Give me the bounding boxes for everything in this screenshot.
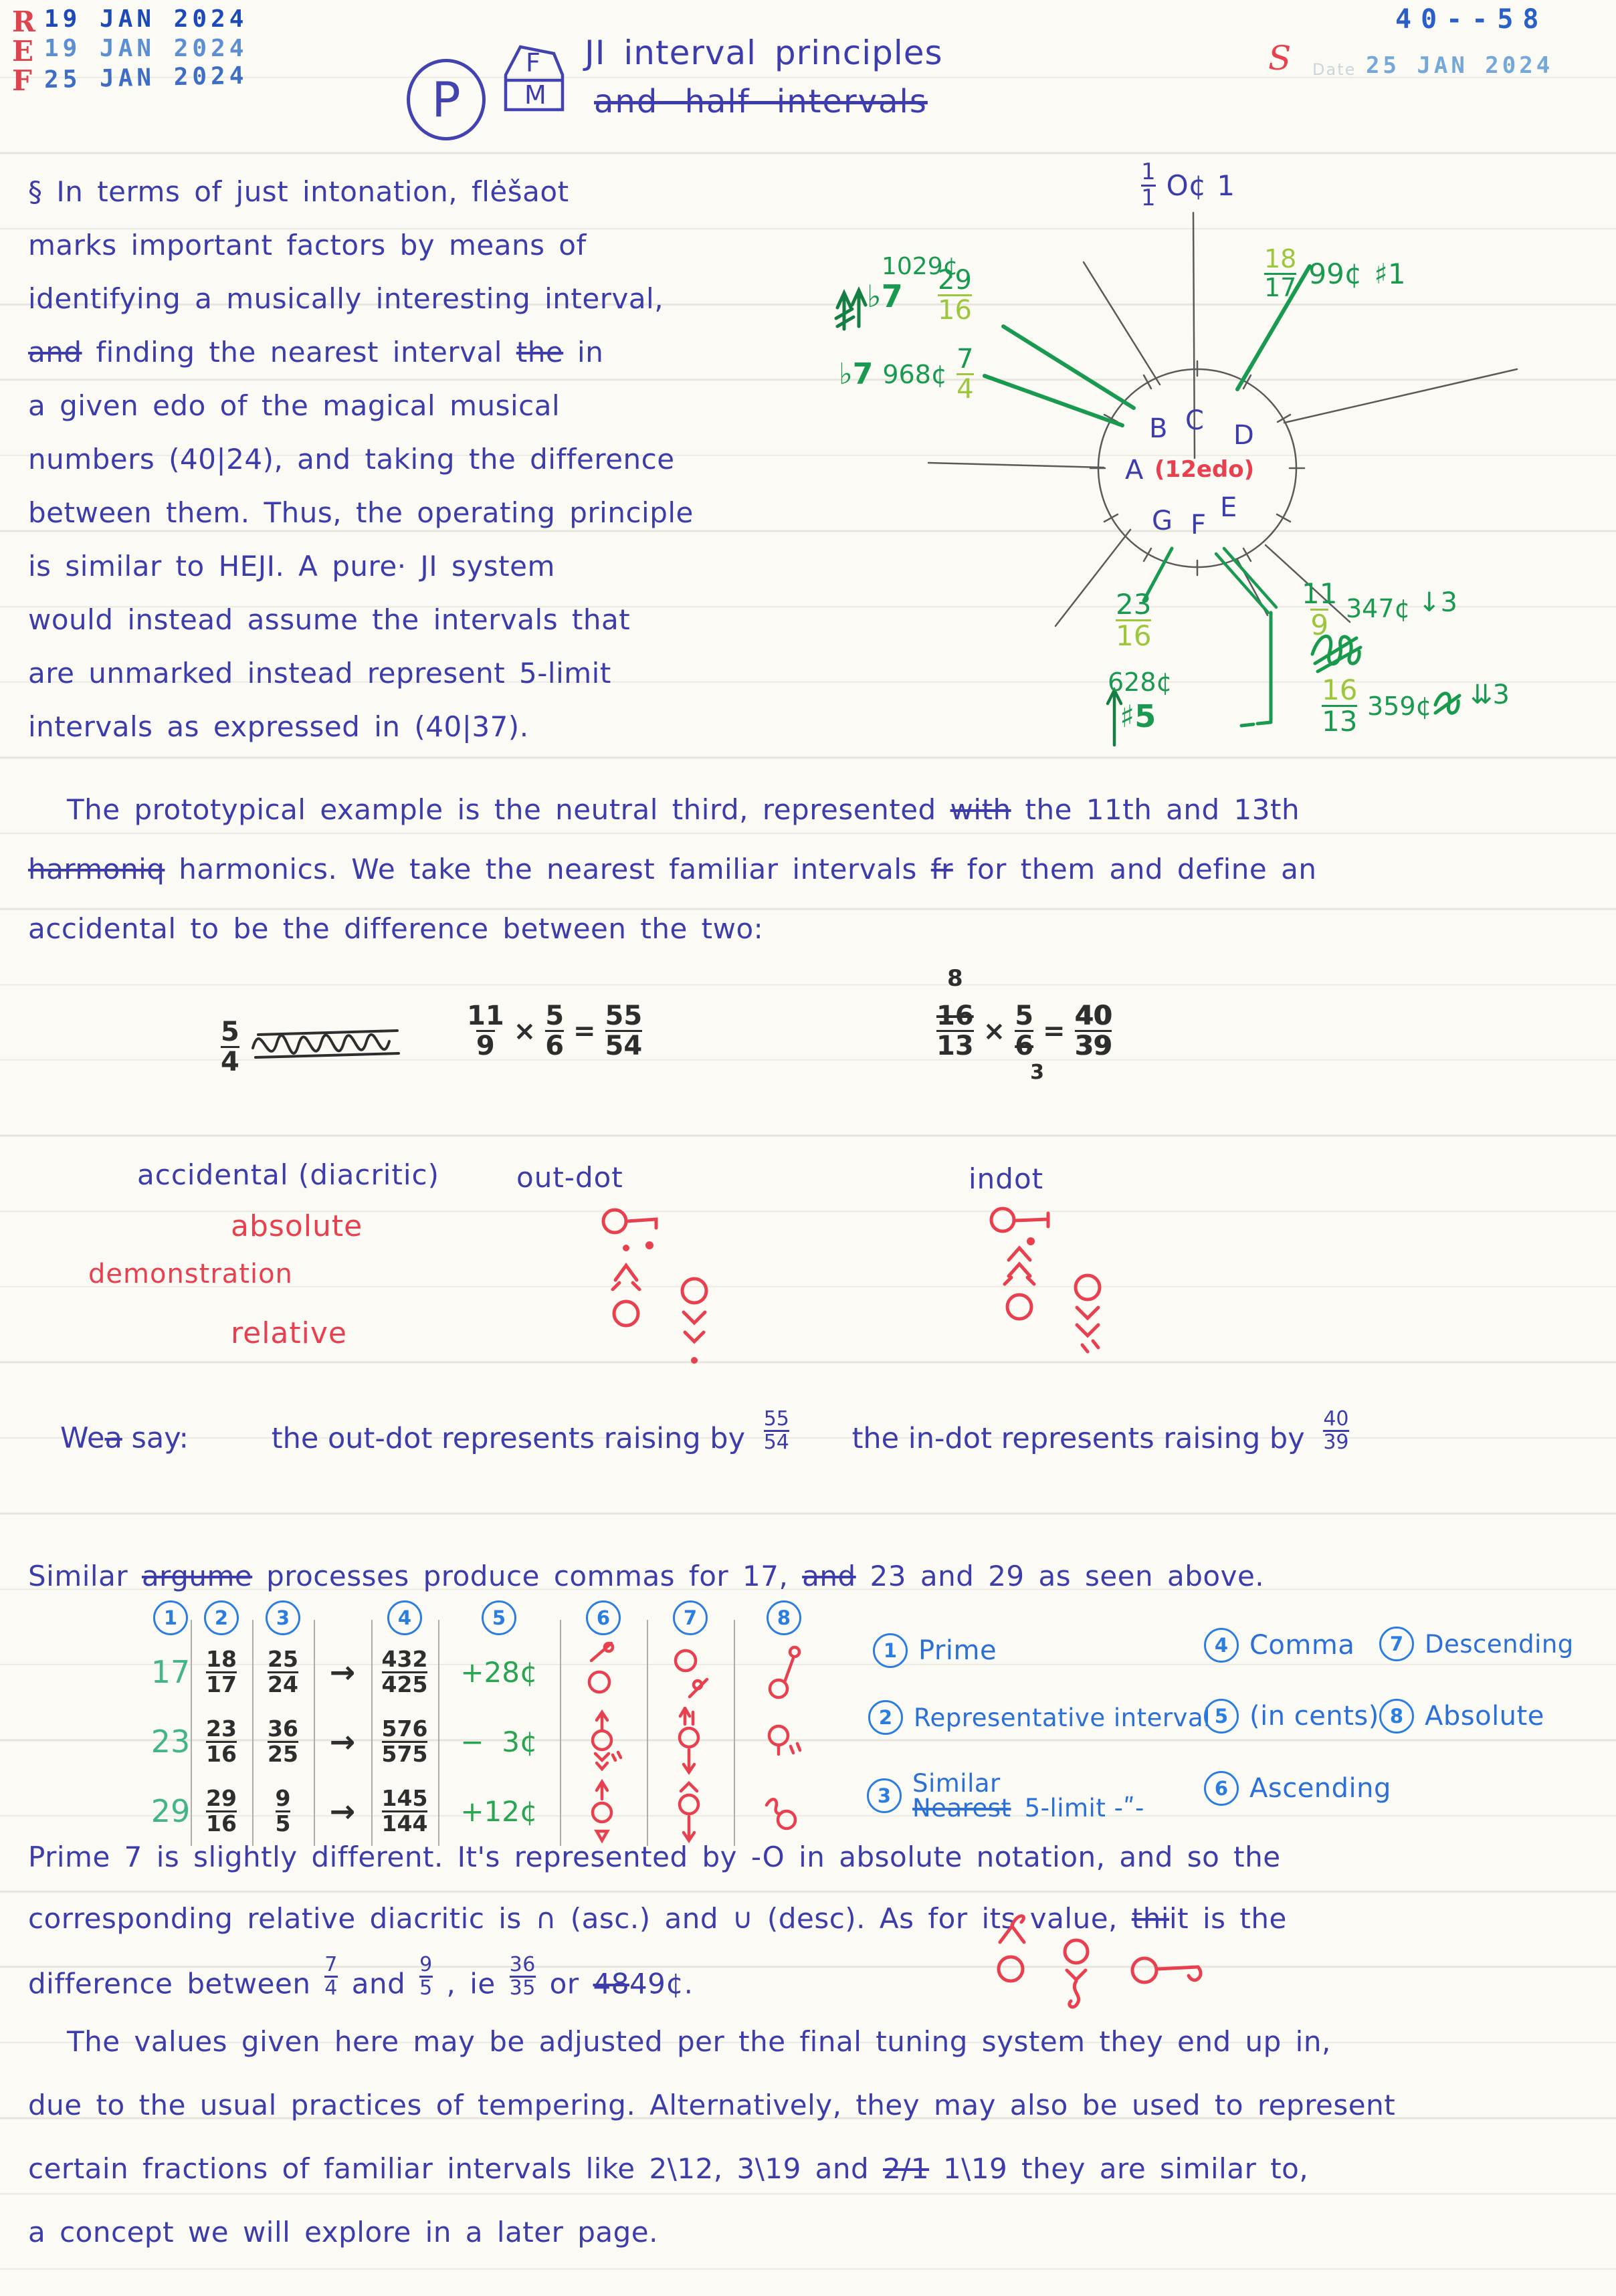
outdot-meaning: the out-dot represents raising by (271, 1421, 746, 1455)
seven-relative-ascending-symbol (987, 1907, 1037, 1998)
handwritten-line: harmoniq harmonics. We take the nearest familiar intervals fr for them and define an (28, 853, 1317, 885)
filed-date-stamp: 25 JAN 2024 (43, 62, 248, 94)
spoke-west (928, 463, 1104, 467)
ratio-23-16: $\frac{23}{16}$ (1116, 588, 1152, 653)
handwritten-line: Prime 7 is slightly different. It's represented by -O in absolute notation, and so the (28, 1841, 1281, 1873)
house-letter-f: F (526, 48, 540, 78)
comma-23: $\frac{576}{575}$ (381, 1715, 428, 1767)
rep-interval-23: $\frac{23}{16}$ (206, 1715, 237, 1767)
house-letter-m: M (524, 80, 546, 110)
inline-fraction: $\frac{7}{4}$ (324, 1953, 338, 2000)
green-spoke-se-pair (1216, 548, 1276, 613)
rep-interval-17: $\frac{18}{17}$ (206, 1645, 237, 1697)
outdot-label: out-dot (516, 1161, 623, 1194)
legend-num-6: 6 (1204, 1771, 1239, 1806)
ascending-17-symbol (583, 1641, 623, 1704)
legend-item-absolute (1379, 1699, 1544, 1734)
prime-17: 17 (150, 1654, 191, 1690)
text-segment: ∩ (535, 1902, 557, 1935)
cents-359: 359¢ (1367, 692, 1432, 721)
note-letter-c: C (1185, 405, 1204, 436)
accidental-label: accidental (diacritic) (137, 1158, 440, 1191)
nearest-5limit-17: $\frac{25}{24}$ (268, 1645, 298, 1697)
cents-347: 347¢ (1346, 594, 1411, 623)
entered-date-stamp: 19 JAN 2024 (44, 35, 248, 62)
struck-subtitle: and half intervals (594, 83, 928, 120)
degree-sharp5: ♯5 (1120, 698, 1156, 734)
degree-dbldown3: ⇊3 (1470, 680, 1510, 710)
up-arrow-scribble-icon (836, 290, 866, 329)
ref-letter-f: F (12, 64, 32, 97)
ratio-55-54: $\frac{55}{54}$ (605, 1001, 643, 1061)
cents-968: 968¢ (882, 359, 948, 389)
cents-1029: 1029¢ (882, 253, 958, 280)
ratio-29-16: $\frac{29}{16}$ (938, 265, 972, 326)
out-dot-relative-descending-symbol (669, 1269, 726, 1417)
times-sign: × (983, 1015, 1006, 1047)
ref-row (12, 5, 248, 38)
legend-label-cents: (in cents) (1249, 1701, 1379, 1732)
handwritten-line: are unmarked instead represent 5-limit (28, 657, 611, 690)
degree-sharp1: ♯1 (1374, 257, 1406, 290)
col-4-header: 4 (387, 1600, 422, 1635)
arrow-icon: → (329, 1654, 356, 1690)
ratio-40-39-inline: $\frac{40}{39}$ (1323, 1407, 1349, 1454)
house-icon (500, 39, 567, 112)
handwritten-line: a concept we will explore in a later page. (28, 2216, 658, 2249)
note-letter-b: B (1149, 413, 1168, 444)
col-5-header: 5 (482, 1600, 516, 1635)
legend-item-prime (873, 1633, 997, 1668)
legend-label-comma: Comma (1249, 1630, 1355, 1661)
struck-word: 2/1 (883, 2152, 930, 2185)
ref-letter-e: E (12, 35, 34, 68)
struck-word: 48 (593, 1967, 629, 2000)
prime-23: 23 (150, 1724, 191, 1760)
legend-num-7: 7 (1379, 1627, 1414, 1661)
demonstration-label: demonstration (88, 1259, 293, 1289)
col-7-header: 7 (673, 1600, 708, 1635)
out-dot-relative-ascending-symbol (602, 1239, 655, 1366)
text-segment: ∪ (732, 1902, 754, 1935)
struck-word: and (28, 336, 82, 369)
handwritten-line: a given edo of the magical musical (28, 389, 561, 422)
handwritten-line: § In terms of just intonation, flėšaot (28, 175, 569, 208)
cents-628: 628¢ (1108, 667, 1173, 697)
handwritten-line: numbers (40|24), and taking the difference (28, 443, 675, 476)
struck-word: fr (930, 853, 953, 885)
we-say-line (60, 1407, 1349, 1462)
comma-table (150, 1598, 834, 1847)
table-rule (252, 1620, 254, 1846)
correction-3: 3 (1030, 1060, 1045, 1084)
legend-item-ascending (1204, 1771, 1391, 1806)
handwritten-line: accidental to be the difference between the two: (28, 912, 764, 945)
in-dot-relative-ascending-symbol (995, 1236, 1049, 1363)
legend-item-cents (1204, 1699, 1379, 1734)
label-18-17 (1264, 246, 1406, 302)
table-rule (560, 1620, 561, 1846)
spoke-ne-long (1284, 369, 1517, 423)
legend-item-descending (1379, 1627, 1574, 1661)
legend-num-4: 4 (1204, 1628, 1239, 1663)
ascending-29-symbol (583, 1776, 623, 1847)
absolute-23-symbol (763, 1710, 805, 1774)
we-say-post: say: (122, 1421, 189, 1455)
table-rule (191, 1620, 192, 1846)
outdot-formula (467, 1002, 642, 1060)
ratio-40-39: $\frac{40}{39}$ (1074, 1001, 1112, 1061)
cents-17: +28¢ (460, 1655, 538, 1689)
ref-row (12, 62, 248, 97)
struck-word: thi (1131, 1902, 1169, 1935)
page-title: JI interval principles (585, 33, 943, 72)
rep-interval-29: $\frac{29}{16}$ (206, 1784, 237, 1837)
ratio-5-4: $\frac{5}{4}$ (221, 1016, 239, 1077)
indot-formula (936, 965, 1112, 1084)
p-circle-badge (407, 59, 486, 140)
ratio-16-13-formula: 8 16 13 (936, 965, 974, 1061)
sharp-up-arrow-icon (1108, 690, 1121, 745)
edo-center-label: (12edo) (1154, 456, 1255, 483)
struck-word: argume (141, 1560, 253, 1592)
descending-23-symbol (669, 1707, 712, 1777)
ascending-23-symbol (582, 1707, 625, 1777)
nearest-5limit-23: $\frac{36}{25}$ (268, 1715, 298, 1767)
handwritten-line: identifying a musically interesting interval, (28, 282, 664, 315)
ratio-5-6: $\frac{5}{6}$ (545, 1001, 565, 1061)
handwritten-line: due to the usual practices of tempering. Alternatively, they may also be used to represent (28, 2089, 1396, 2121)
struck-word: with (950, 793, 1011, 826)
ratio-1-1: $\frac{1}{1}$ (1141, 159, 1156, 211)
col-8-header: 8 (767, 1600, 801, 1635)
indot-meaning: the in-dot represents raising by (851, 1421, 1305, 1455)
absolute-29-symbol (763, 1780, 805, 1843)
col-3-header: 3 (266, 1600, 300, 1635)
note-letter-a: A (1125, 455, 1144, 486)
struck-word: the (516, 336, 564, 369)
handwritten-line: marks important factors by means of (28, 229, 587, 262)
nearest-5limit-29: $\frac{9}{5}$ (275, 1784, 291, 1837)
handwritten-line: intervals as expressed in (40|37). (28, 710, 529, 743)
cents-99: 99¢ (1308, 257, 1362, 290)
indot-label: indot (969, 1162, 1044, 1195)
degree-down3: ↓3 (1418, 587, 1457, 618)
equals-sign: = (1043, 1015, 1066, 1047)
legend-item-comma (1204, 1628, 1354, 1663)
handwritten-line: certain fractions of familiar intervals like 2\12, 3\19 and 2/1 1\19 they are similar to, (28, 2152, 1309, 2185)
interval-circle-diagram (769, 154, 1616, 816)
ratio-5-6-corrected: 5 6 3 (1015, 1001, 1045, 1084)
seven-absolute-symbol (1127, 1948, 1211, 1994)
absolute-label: absolute (231, 1209, 363, 1243)
note-letter-e: E (1220, 492, 1237, 523)
inline-fraction: $\frac{9}{5}$ (419, 1953, 433, 2000)
struck-word: harmoniq (28, 853, 165, 885)
ratio-11-9-formula: $\frac{11}{9}$ (467, 1001, 504, 1061)
handwritten-line: is similar to HEJI. A pure· JI system (28, 550, 555, 583)
legend-num-2: 2 (868, 1700, 903, 1735)
legend-num-5: 5 (1204, 1699, 1239, 1734)
handwritten-line: corresponding relative diacritic is ∩ (asc.) and ∪ (desc). As for its value, thiit is the (28, 1902, 1287, 1935)
ratio-18-17: $\frac{18}{17}$ (1264, 244, 1297, 302)
relative-label: relative (231, 1316, 347, 1350)
handwritten-line: and finding the nearest interval the in (28, 336, 604, 369)
ratio-11-9: $\frac{11}{9}$ (1302, 577, 1338, 642)
received-date-stamp: 19 JAN 2024 (44, 5, 248, 33)
table-rule (647, 1620, 648, 1846)
green-elbow-line (1241, 613, 1271, 726)
label-7-4 (839, 345, 974, 403)
legend-label-prime: Prime (918, 1635, 997, 1666)
legend-num-1: 1 (873, 1633, 908, 1668)
legend-num-3: 3 (867, 1778, 902, 1813)
cents-29: +12¢ (460, 1794, 538, 1828)
cents-23: − 3¢ (460, 1725, 538, 1758)
absolute-17-symbol (764, 1641, 804, 1704)
descending-29-symbol (670, 1776, 710, 1847)
prime-29: 29 (150, 1793, 191, 1829)
note-letter-f: F (1191, 510, 1207, 540)
arrow-icon: → (329, 1724, 356, 1760)
legend-5limit-ditto: 5-limit -ʺ- (1024, 1794, 1144, 1822)
comma-17: $\frac{432}{425}$ (381, 1645, 428, 1697)
flat7-upper: ♭7 (867, 278, 903, 314)
legend-num-8: 8 (1379, 1699, 1414, 1734)
correction-8: 8 (947, 965, 963, 992)
scribble-over-formula-icon (249, 1007, 403, 1087)
unison-cents: O¢ (1166, 169, 1207, 202)
ref-row (12, 35, 248, 68)
equals-sign: = (573, 1015, 596, 1047)
unison-degree: 1 (1217, 169, 1235, 202)
legend-similar-insert: Similar (912, 1769, 1001, 1798)
legend-item-similar (867, 1771, 1144, 1820)
legend-label-descending: Descending (1425, 1629, 1574, 1659)
intro-paragraph (28, 175, 777, 764)
times-sign: × (513, 1015, 536, 1047)
ratio-7-4: $\frac{7}{4}$ (956, 344, 974, 405)
ratio-55-54-inline: $\frac{55}{54}$ (763, 1407, 789, 1454)
inline-fraction: $\frac{36}{35}$ (509, 1953, 536, 2000)
prime7-paragraph (28, 1841, 1593, 2025)
legend-label-ascending: Ascending (1249, 1773, 1391, 1804)
unison-label (1141, 161, 1235, 210)
handwritten-line: would instead assume the intervals that (28, 603, 631, 636)
struck-word: and (802, 1560, 856, 1592)
closing-paragraph (28, 2025, 1593, 2279)
text-segment: -O (750, 1841, 785, 1873)
in-dot-relative-descending-symbol (1062, 1267, 1119, 1415)
scribbled-formula (221, 1007, 403, 1087)
comma-29: $\frac{145}{144}$ (381, 1784, 428, 1837)
col-6-header: 6 (586, 1600, 621, 1635)
ratio-16-13: $\frac{16}{13}$ (1322, 673, 1358, 738)
page-number-stamp: 40--58 (1395, 4, 1548, 35)
note-letter-d: D (1233, 420, 1254, 451)
date-label: Date (1312, 60, 1356, 79)
date-value-stamp: 25 JAN 2024 (1366, 52, 1554, 79)
descending-17-symbol (670, 1641, 711, 1704)
table-rule (438, 1620, 439, 1846)
ref-letter-r: R (12, 5, 35, 38)
legend-label-absolute: Absolute (1425, 1701, 1544, 1732)
ref-stamp-block (12, 5, 248, 97)
green-spoke-nw1 (1003, 326, 1134, 408)
handwritten-line: between them. Thus, the operating principle (28, 496, 694, 529)
handwritten-line: difference between $\frac{7}{4}$ and $\frac{9}{5}$ , ie $\frac{36}{35}$ or 4849¢. (28, 1953, 694, 2000)
prototypical-paragraph (28, 793, 1593, 972)
handwritten-line: The values given here may be adjusted per the final tuning system they end up in, (67, 2025, 1331, 2058)
table-rule (371, 1620, 373, 1846)
legend-nearest-struck: Nearest (912, 1794, 1011, 1822)
seven-relative-descending-symbol (1053, 1934, 1100, 2028)
we-say-pre: We (60, 1421, 105, 1455)
flat7-lower: ♭7 (839, 357, 874, 391)
p-badge-letter: P (431, 72, 461, 128)
table-rule (734, 1620, 735, 1846)
col-1-header: 1 (153, 1600, 188, 1635)
we-say-struck: a (104, 1421, 122, 1455)
col-2-header: 2 (204, 1600, 239, 1635)
handwritten-line: The prototypical example is the neutral third, represented with the 11th and 13th (67, 793, 1300, 826)
s-initial: S (1268, 39, 1292, 78)
note-letter-g: G (1152, 506, 1173, 536)
handwritten-line: Similar argume processes produce commas for 17, and 23 and 29 as seen above. (28, 1560, 1265, 1592)
green-spoke-nw2 (985, 376, 1122, 425)
spoke-nw-thin (1084, 262, 1160, 385)
legend-item-representative (868, 1700, 1211, 1735)
table-rule (314, 1620, 315, 1846)
legend-label-representative: Representative interval (914, 1703, 1211, 1732)
arrow-icon: → (329, 1793, 356, 1829)
